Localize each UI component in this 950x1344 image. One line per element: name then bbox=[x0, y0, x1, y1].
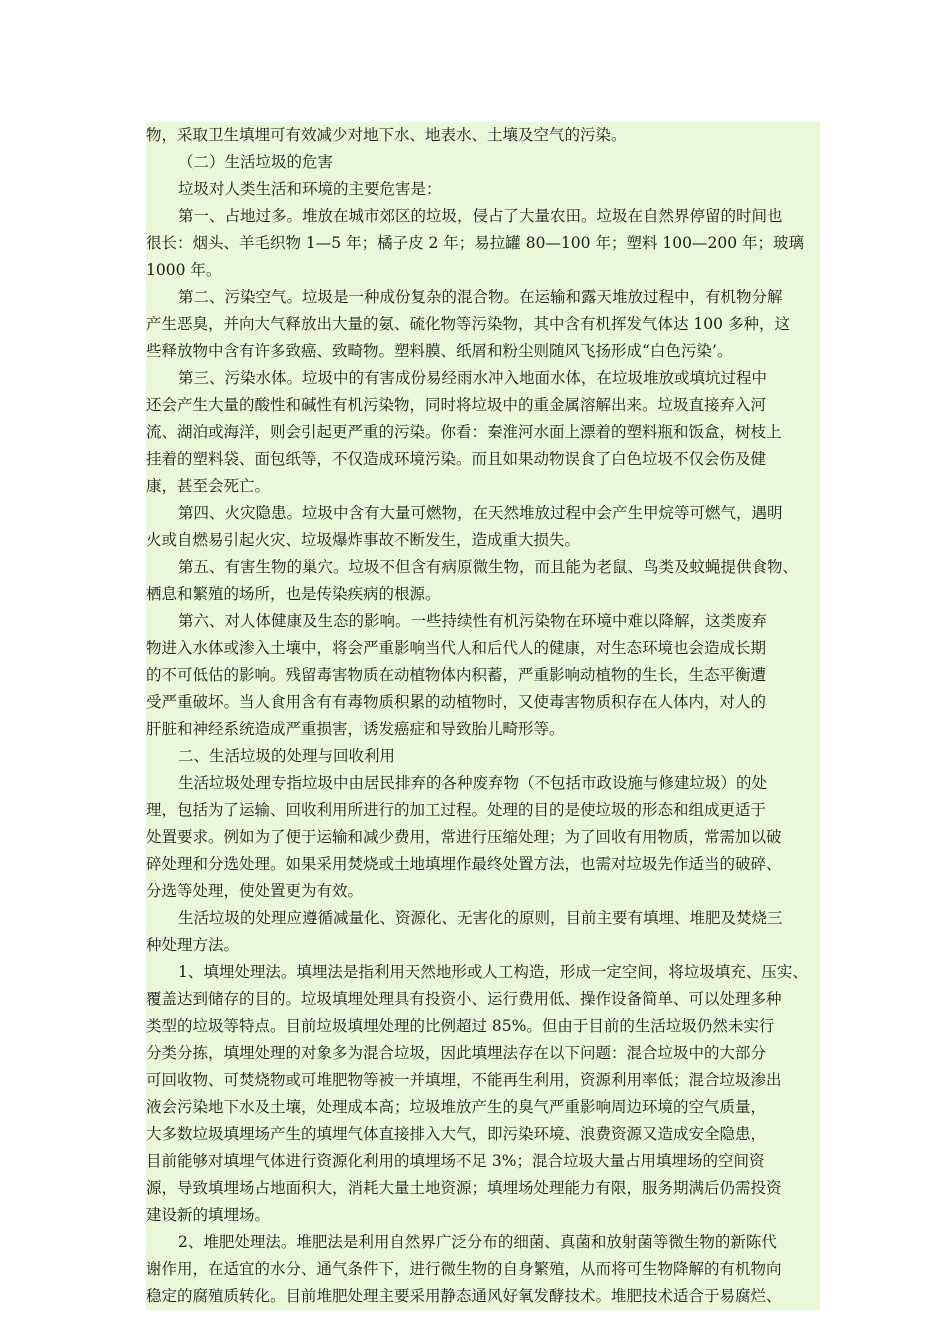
text-line: 二、生活垃圾的处理与回收利用 bbox=[146, 743, 820, 770]
text-line: 种处理方法。 bbox=[146, 932, 820, 959]
text-line: 挂着的塑料袋、面包纸等，不仅造成环境污染。而且如果动物误食了白色垃圾不仅会伤及健 bbox=[146, 446, 820, 473]
text-line: 流、湖泊或海洋，则会引起更严重的污染。你看：秦淮河水面上漂着的塑料瓶和饭盒，树枝上 bbox=[146, 419, 820, 446]
text-line: 目前能够对填埋气体进行资源化利用的填埋场不足 3%；混合垃圾大量占用填埋场的空间资 bbox=[146, 1148, 820, 1175]
text-line: 可回收物、可焚烧物或可堆肥物等被一并填埋，不能再生利用，资源利用率低；混合垃圾渗出 bbox=[146, 1067, 820, 1094]
text-line: 物，采取卫生填埋可有效减少对地下水、地表水、土壤及空气的污染。 bbox=[146, 122, 820, 149]
text-line: 第一、占地过多。堆放在城市郊区的垃圾，侵占了大量农田。垃圾在自然界停留的时间也 bbox=[146, 203, 820, 230]
text-line: 康，甚至会死亡。 bbox=[146, 473, 820, 500]
text-line: 物进入水体或渗入土壤中，将会严重影响当代人和后代人的健康，对生态环境也会造成长期 bbox=[146, 635, 820, 662]
text-line: 大多数垃圾填埋场产生的填埋气体直接排入大气，即污染环境、浪费资源又造成安全隐患， bbox=[146, 1121, 820, 1148]
text-line: 源，导致填埋场占地面积大，消耗大量土地资源；填埋场处理能力有限，服务期满后仍需投资 bbox=[146, 1175, 820, 1202]
text-line: 的不可低估的影响。残留毒害物质在动植物体内积蓄，严重影响动植物的生长，生态平衡遭 bbox=[146, 662, 820, 689]
text-line: 火或自燃易引起火灾、垃圾爆炸事故不断发生，造成重大损失。 bbox=[146, 527, 820, 554]
text-line: 碎处理和分选处理。如果采用焚烧或土地填埋作最终处置方法，也需对垃圾先作适当的破碎、 bbox=[146, 851, 820, 878]
text-line: 第四、火灾隐患。垃圾中含有大量可燃物，在天然堆放过程中会产生甲烷等可燃气，遇明 bbox=[146, 500, 820, 527]
text-line: 第六、对人体健康及生态的影响。一些持续性有机污染物在环境中难以降解，这类废弃 bbox=[146, 608, 820, 635]
text-line: 类型的垃圾等特点。目前垃圾填埋处理的比例超过 85%。但由于目前的生活垃圾仍然未实行 bbox=[146, 1013, 820, 1040]
text-line: 生活垃圾处理专指垃圾中由居民排弃的各种废弃物（不包括市政设施与修建垃圾）的处 bbox=[146, 770, 820, 797]
text-line: 些释放物中含有许多致癌、致畸物。塑料膜、纸屑和粉尘则随风飞扬形成“白色污染’。 bbox=[146, 338, 820, 365]
text-line: 建设新的填埋场。 bbox=[146, 1202, 820, 1229]
text-line: 还会产生大量的酸性和碱性有机污染物，同时将垃圾中的重金属溶解出来。垃圾直接弃入河 bbox=[146, 392, 820, 419]
text-line: 肝脏和神经系统造成严重损害，诱发癌症和导致胎儿畸形等。 bbox=[146, 716, 820, 743]
text-line: 稳定的腐殖质转化。目前堆肥处理主要采用静态通风好氧发酵技术。堆肥技术适合于易腐烂、 bbox=[146, 1283, 820, 1310]
text-line: 第五、有害生物的巢穴。垃圾不但含有病原微生物，而且能为老鼠、鸟类及蚊蝇提供食物、 bbox=[146, 554, 820, 581]
text-line: 液会污染地下水及土壤，处理成本高；垃圾堆放产生的臭气严重影响周边环境的空气质量， bbox=[146, 1094, 820, 1121]
text-line: 谢作用，在适宜的水分、通气条件下，进行微生物的自身繁殖，从而将可生物降解的有机物向 bbox=[146, 1256, 820, 1283]
text-line: 分选等处理，使处置更为有效。 bbox=[146, 878, 820, 905]
text-line: 1000 年。 bbox=[146, 257, 820, 284]
text-line: 第三、污染水体。垃圾中的有害成份易经雨水冲入地面水体，在垃圾堆放或填坑过程中 bbox=[146, 365, 820, 392]
text-line: 2、堆肥处理法。堆肥法是利用自然界广泛分布的细菌、真菌和放射菌等微生物的新陈代 bbox=[146, 1229, 820, 1256]
text-line: 处置要求。例如为了便于运输和减少费用，常进行压缩处理；为了回收有用物质，常需加以破 bbox=[146, 824, 820, 851]
text-line: 产生恶臭，并向大气释放出大量的氨、硫化物等污染物，其中含有机挥发气体达 100 多种，这 bbox=[146, 311, 820, 338]
text-line: 1、填埋处理法。填埋法是指利用天然地形或人工构造，形成一定空间，将垃圾填充、压实、 bbox=[146, 959, 820, 986]
text-line: （二）生活垃圾的危害 bbox=[146, 149, 820, 176]
text-line: 生活垃圾的处理应遵循减量化、资源化、无害化的原则，目前主要有填埋、堆肥及焚烧三 bbox=[146, 905, 820, 932]
text-line: 分类分拣，填埋处理的对象多为混合垃圾，因此填埋法存在以下问题：混合垃圾中的大部分 bbox=[146, 1040, 820, 1067]
text-line: 理，包括为了运输、回收利用所进行的加工过程。处理的目的是使垃圾的形态和组成更适于 bbox=[146, 797, 820, 824]
text-line: 覆盖达到储存的目的。垃圾填埋处理具有投资小、运行费用低、操作设备简单、可以处理多种 bbox=[146, 986, 820, 1013]
text-line: 第二、污染空气。垃圾是一种成份复杂的混合物。在运输和露天堆放过程中，有机物分解 bbox=[146, 284, 820, 311]
text-line: 垃圾对人类生活和环境的主要危害是： bbox=[146, 176, 820, 203]
document-body bbox=[146, 122, 820, 1310]
text-line: 栖息和繁殖的场所，也是传染疾病的根源。 bbox=[146, 581, 820, 608]
text-line: 受严重破坏。当人食用含有有毒物质积累的动植物时，又使毒害物质积存在人体内，对人的 bbox=[146, 689, 820, 716]
text-line: 很长：烟头、羊毛织物 1—5 年；橘子皮 2 年；易拉罐 80—100 年；塑料 100—200 年；玻璃 bbox=[146, 230, 820, 257]
